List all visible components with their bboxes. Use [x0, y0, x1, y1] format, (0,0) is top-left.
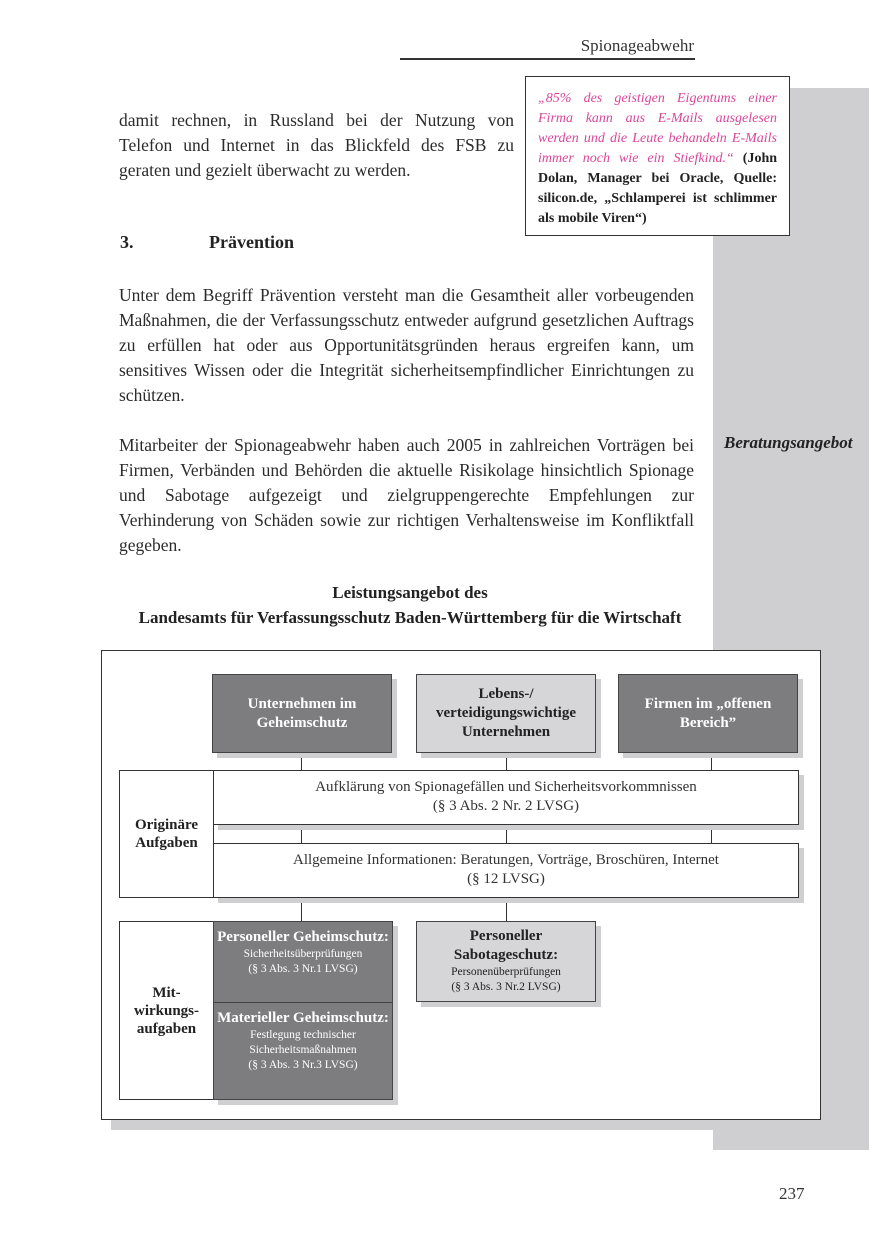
target-open-area: Firmen im „offenen Bereich” — [618, 674, 798, 753]
task-general-information: Allgemeine Informationen: Beratungen, Vorträge, Broschüren, Internet (§ 12 LVSG) — [213, 843, 799, 898]
connector — [711, 753, 712, 770]
quote-box — [525, 76, 790, 236]
cooperation-tasks-label: Mit-wirkungs-aufgaben — [119, 921, 214, 1100]
personnel-sabotage-protection: Personeller Sabotageschutz: Personenüberprüfungen (§ 3 Abs. 3 Nr.2 LVSG) — [416, 921, 596, 1002]
section-heading — [120, 232, 294, 253]
material-secret-protection: Materieller Geheimschutz: Festlegung technischer Sicherheitsmaßnahmen (§ 3 Abs. 3 Nr.3 LVSG) — [213, 1002, 393, 1100]
paragraph-advisory: Mitarbeiter der Spionageabwehr haben auch 2005 in zahlreichen Vorträgen bei Firmen, Verbänden und Behörden die aktuelle Risikolage hinsichtlich Spionage und Sabotage aufgezeigt und zielgruppengerechte Empfehlungen zur Verhinderung von Schäden sowie zur richtigen Verhaltensweise im Konfliktfall gegeben. — [119, 435, 694, 555]
section-number: 3. — [120, 232, 134, 252]
figure-title-line2: Landesamts für Verfassungsschutz Baden-Württemberg für die Wirtschaft — [138, 608, 682, 627]
running-header: Spionageabwehr — [580, 36, 694, 55]
header-rule — [400, 58, 695, 60]
margin-note: Beratungsangebot — [724, 433, 853, 452]
paragraph-prevention: Unter dem Begriff Prävention versteht man die Gesamtheit aller vorbeugenden Maßnahmen, die der Verfassungsschutz entweder aufgrund gesetzlichen Auftrags zu erfüllen hat oder aus Opportunitätsgründen heraus ergreifen kann, um sensitives Wissen oder die Integrität sicherheitsempfindlicher Einrichtungen zu schützen. — [119, 285, 694, 405]
target-vital-companies: Lebens-/ verteidigungswichtige Unternehmen — [416, 674, 596, 753]
connector — [301, 898, 302, 921]
personnel-secret-protection: Personeller Geheimschutz: Sicherheitsüberprüfungen (§ 3 Abs. 3 Nr.1 LVSG) — [213, 921, 393, 1003]
target-secret-protection: Unternehmen im Geheimschutz — [212, 674, 392, 753]
connector — [506, 898, 507, 921]
section-title: Prävention — [209, 232, 294, 252]
quote-text: „85% des geistigen Eigentums einer Firma kann aus E-Mails ausgelesen werden und die Leute behandeln E-Mails immer noch wie ein Stiefkind.“ — [538, 91, 777, 166]
connector — [301, 753, 302, 770]
intro-paragraph: damit rechnen, in Russland bei der Nutzung von Telefon und Internet in das Blickfeld des FSB zu geraten und gezielt überwacht zu werden. — [119, 110, 514, 180]
connector — [711, 825, 712, 843]
figure-title-line1: Leistungsangebot des — [332, 583, 488, 602]
original-tasks-label: Originäre Aufgaben — [119, 770, 214, 898]
task-espionage-investigation: Aufklärung von Spionagefällen und Sicherheitsvorkommnissen (§ 3 Abs. 2 Nr. 2 LVSG) — [213, 770, 799, 825]
service-diagram — [101, 650, 821, 1120]
connector — [301, 825, 302, 843]
quote-source: (John Dolan, Manager bei Oracle, Quelle: silicon.de, „Schlamperei ist schlimmer als mobile Viren“) — [538, 151, 778, 226]
connector — [506, 753, 507, 770]
connector — [506, 825, 507, 843]
page-number: 237 — [779, 1184, 805, 1203]
